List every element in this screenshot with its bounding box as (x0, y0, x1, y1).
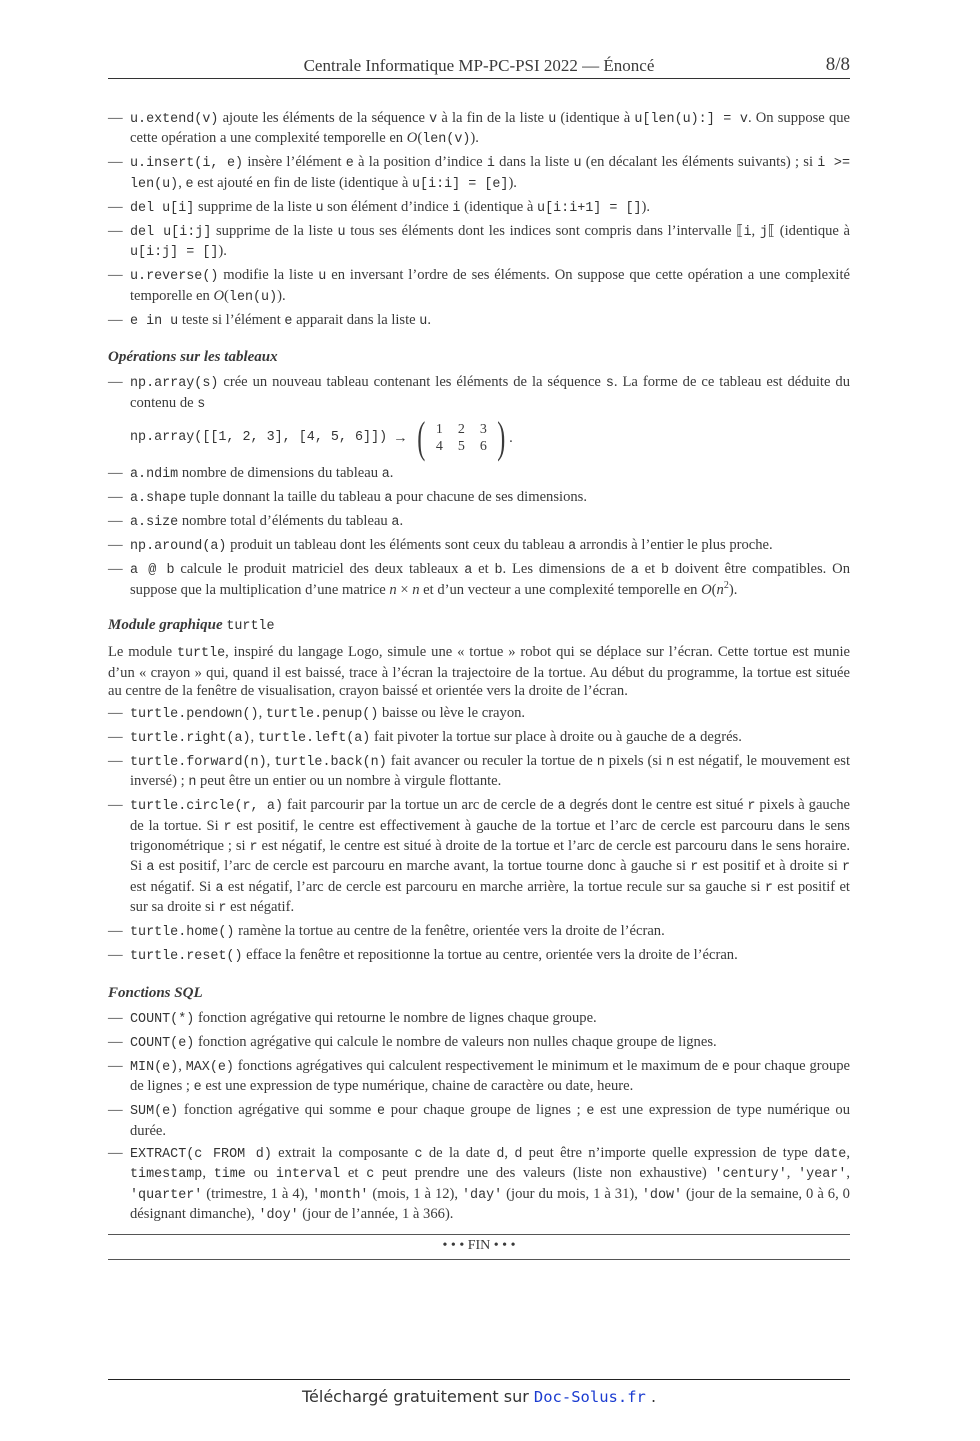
inline-code: u[i:i+1] = [] (537, 200, 642, 216)
inline-code: a (568, 539, 577, 555)
text-span: , (846, 1165, 851, 1182)
text-span: est une expression de type numérique, chaine de caractère ou date, heure. (201, 1078, 634, 1095)
inline-code: 'day' (462, 1187, 503, 1203)
inline-code: u.extend(v) (130, 112, 219, 127)
inline-code: 'century' (714, 1167, 787, 1183)
math-variable: n (716, 581, 724, 598)
list-item-text (130, 465, 393, 481)
page-footer (108, 1379, 850, 1406)
math-variable: O (406, 130, 418, 147)
inline-code: date (814, 1146, 847, 1162)
text-span: ou (245, 1165, 276, 1182)
inline-code: a (630, 563, 639, 579)
inline-code: u (318, 269, 327, 285)
text-span: est négatif. (226, 899, 295, 916)
list-item-text (130, 797, 850, 915)
text-span: fait parcourir par la tortue un arc de cercle de (283, 797, 558, 814)
inline-code: r (249, 839, 258, 855)
text-span: . (427, 311, 431, 328)
text-span: supprime de la liste (211, 222, 338, 239)
dash-bullet: — (108, 374, 123, 391)
inline-code: e in u (130, 313, 179, 329)
text-span: , (202, 1165, 214, 1182)
text-span: ramène la tortue au centre de la fenêtre, orientée vers la droite de l’écran. (234, 923, 665, 940)
inline-code: i (486, 156, 495, 172)
text-span: (trimestre, 1 à 4), (202, 1185, 313, 1202)
text-span: , (846, 1144, 850, 1161)
dash-bullet: — (108, 1033, 123, 1050)
inline-code: u (337, 224, 346, 240)
inline-code: n (666, 754, 675, 770)
text-span: est positif, l’arc de cercle est parcouru en marche avant, la tortue tourne donc à gauche si (154, 858, 691, 875)
list-item (108, 728, 850, 748)
inline-code: turtle.pendown() (130, 706, 259, 722)
header-title: Centrale Informatique MP-PC-PSI 2022 — Énoncé (303, 56, 655, 75)
inline-code: a (146, 860, 155, 876)
text-span: ). (277, 287, 286, 304)
matrix-grid (428, 421, 494, 455)
inline-code: MIN(e) (130, 1059, 179, 1075)
list-item (108, 222, 850, 263)
text-span: (identique à (460, 198, 538, 215)
sql-functions-list (108, 1009, 850, 1225)
list-item (108, 311, 850, 331)
list-item-text (130, 947, 738, 963)
inline-code: c (366, 1167, 375, 1183)
text-span: degrés. (696, 728, 742, 745)
list-item-text (130, 1034, 717, 1050)
inline-code: 'month' (312, 1187, 369, 1203)
text-span: × (396, 581, 413, 598)
text-span: est positif, le centre est effectivement à gauche de la tortue et l’arc de cercle est parcouru dans le sens trigonométrique ; si (130, 817, 850, 854)
text-span: fait avancer ou reculer la tortue de (386, 752, 597, 769)
text-span: dans la liste (494, 154, 574, 171)
inline-code: i >= len(u) (130, 156, 850, 192)
inline-code: turtle.right(a) (130, 730, 251, 746)
list-item-text (130, 705, 525, 721)
list-item-text (130, 537, 773, 553)
dash-bullet: — (108, 222, 123, 239)
text-span: tuple donnant la taille du tableau (186, 489, 385, 506)
list-item (108, 1057, 850, 1098)
inline-code: a (215, 880, 224, 896)
dash-bullet: — (108, 728, 123, 745)
inline-code: a (464, 563, 473, 579)
text-span: , (250, 728, 258, 745)
inline-code: e (721, 1059, 730, 1075)
text-span: apparait dans la liste (292, 311, 420, 328)
inline-code: del u[i:j] (130, 224, 212, 240)
inline-code: r (841, 860, 850, 876)
inline-code: turtle.penup() (265, 706, 379, 722)
dash-bullet: — (108, 537, 123, 554)
inline-code: u (315, 200, 324, 216)
text-span: est positif et sur sa droite si (130, 878, 850, 916)
array-operations-list (108, 464, 850, 599)
inline-code: turtle.circle(r, a) (130, 799, 283, 815)
list-item (108, 198, 850, 218)
dash-bullet: — (108, 704, 123, 721)
array-example (108, 413, 850, 463)
list-item-text (130, 223, 850, 259)
dash-bullet: — (108, 267, 123, 284)
text-span: ( (224, 287, 229, 304)
inline-code: np.array(s) (130, 376, 219, 392)
inline-code: e (193, 1080, 202, 1096)
math-variable: O (213, 287, 225, 304)
list-item (108, 946, 850, 966)
text-span: nombre total d’éléments du tableau (178, 513, 392, 530)
list-item-text (130, 1010, 597, 1026)
turtle-intro-paragraph (108, 643, 850, 700)
inline-code: len(u) (228, 289, 278, 305)
text-span: et (340, 1165, 367, 1182)
dash-bullet: — (108, 752, 123, 769)
inline-code: timestamp (130, 1167, 203, 1183)
list-item (108, 488, 850, 508)
inline-code: 'quarter' (130, 1187, 203, 1203)
text-span: ⟦ (identique à (767, 222, 851, 239)
text-span: teste si l’élément (178, 311, 285, 328)
text-span: , (751, 222, 760, 239)
inline-code: r (747, 799, 756, 815)
inline-code: s (197, 396, 206, 412)
page-header (108, 54, 850, 79)
inline-code: j (759, 224, 768, 240)
matrix-cell: 5 (457, 439, 465, 455)
text-span: modifie la liste (218, 267, 319, 284)
dash-bullet: — (108, 923, 123, 940)
text-span: est négatif, le mouvement est inversé) ; (130, 752, 851, 790)
text-span: est positif et à droite si (698, 858, 842, 875)
matrix-cell: 6 (479, 439, 487, 455)
list-item-text (130, 561, 850, 597)
text-span: en inversant l’ordre de ses éléments. On suppose que cette opération a une complexité temporelle en (130, 267, 850, 304)
text-span: ). (218, 243, 227, 260)
text-span: pour chaque groupe de lignes ; (130, 1057, 851, 1095)
period: . (509, 430, 513, 447)
text-span: pour chaque groupe de lignes ; (385, 1102, 587, 1119)
text-span: et (472, 561, 495, 578)
text-span: est négatif, l’arc de cercle est parcouru en marche arrière, la tortue recule sur sa gauche si (223, 878, 765, 895)
text-span: , (178, 174, 186, 191)
text-span: (jour de la semaine, 0 à 6, 0 désignant dimanche), (130, 1185, 850, 1222)
dash-bullet: — (108, 947, 123, 964)
inline-code: c (414, 1146, 423, 1162)
list-operations-list (108, 109, 850, 331)
inline-code: i (743, 224, 752, 240)
list-item-text (130, 1102, 850, 1138)
inline-code: 'year' (798, 1167, 847, 1183)
inline-code: a.size (130, 515, 179, 531)
math-variable: n (389, 581, 397, 598)
left-paren: ( (417, 413, 426, 463)
inline-code: a (384, 491, 393, 507)
list-item-text (130, 267, 850, 303)
list-item-text (130, 489, 587, 505)
inline-code: d (496, 1146, 505, 1162)
inline-code: u[i:j] = [] (130, 245, 219, 261)
list-item-text (130, 729, 742, 745)
inline-code: 'dow' (641, 1187, 683, 1203)
page-content (108, 109, 850, 1260)
text-span: . La forme de ce tableau est déduite du contenu de (130, 374, 850, 411)
text-span: fonctions agrégatives qui calculent respectivement le minimum et le maximum de (233, 1057, 722, 1074)
text-span: peut être n’importe quelle expression de type (522, 1144, 815, 1161)
inline-code: r (223, 819, 232, 835)
text-span: degrés dont le centre est situé (565, 797, 748, 814)
inline-code: i (452, 200, 461, 216)
matrix-cell: 2 (457, 422, 465, 438)
section-title-arrays: Opérations sur les tableaux (108, 349, 278, 366)
inline-code: interval (275, 1167, 341, 1183)
inline-code: b (494, 563, 503, 579)
inline-code: u[len(u):] = v (634, 112, 748, 127)
text-span: efface la fenêtre et repositionne la tortue au centre, orientée vers la droite de l’écran. (242, 947, 738, 964)
text-span: est négatif, le centre est situé à droite de la tortue et l’arc de cercle est parcouru dans le sens horaire. Si (130, 837, 850, 875)
inline-code: u[i:i] = [e] (412, 176, 509, 192)
list-item-text (130, 199, 650, 215)
text-span: pixels (si (604, 752, 667, 769)
text-span: pixels à gauche de la tortue. Si (130, 797, 850, 834)
text-span: fait pivoter la tortue sur place à droite ou à gauche de (370, 728, 689, 745)
inline-code: e (345, 156, 354, 172)
text-span: et d’un vecteur a une complexité temporelle en (419, 581, 702, 598)
list-item (108, 560, 850, 599)
arrow-symbol: → (393, 430, 408, 447)
inline-code: u (419, 313, 428, 329)
text-span: (en décalant les éléments suivants) ; si (581, 154, 818, 171)
text-span: arrondis à l’entier le plus proche. (576, 537, 773, 554)
inline-code: u (548, 112, 557, 127)
text-span: (identique à (556, 110, 635, 126)
inline-code: e (586, 1104, 595, 1120)
list-item (108, 752, 850, 793)
list-item-text (130, 753, 850, 789)
text-span: ). (728, 581, 738, 598)
inline-code: a.ndim (130, 467, 179, 483)
list-item-text (130, 110, 850, 146)
text-span: crée un nouveau tableau contenant les éléments de la séquence (218, 374, 606, 391)
text-span: calcule le produit matriciel des deux tableaux (174, 561, 465, 578)
text-span: ). (508, 174, 517, 191)
dash-bullet: — (108, 465, 123, 482)
inline-code: del u[i] (130, 200, 195, 216)
inline-code: v (429, 112, 438, 127)
list-item-text (130, 923, 665, 939)
inline-code: u.insert(i, e) (130, 156, 244, 172)
text-span: à la position d’indice (353, 154, 487, 171)
inline-code: turtle.back(n) (274, 754, 387, 770)
inline-code: b (661, 563, 670, 579)
text-span: . (389, 465, 394, 482)
page-number: 8/8 (825, 54, 850, 75)
dash-bullet: — (108, 311, 123, 328)
list-item-text (130, 1145, 850, 1222)
inline-code: r (764, 880, 773, 896)
text-span: pour chacune de ses dimensions. (392, 489, 588, 506)
inline-code: turtle.home() (130, 925, 235, 941)
inline-code: SUM(e) (130, 1104, 179, 1120)
inline-code: a.shape (130, 491, 187, 507)
text-span: ( (711, 581, 717, 598)
text-span: tous ses éléments dont les indices sont compris dans l’intervalle ⟦ (345, 222, 744, 239)
inline-code: COUNT(*) (130, 1011, 195, 1027)
list-item-text (130, 154, 850, 190)
text-span: peut prendre une des valeurs (liste non exhaustive) (374, 1165, 715, 1182)
dash-bullet: — (108, 198, 123, 215)
matrix-cell: 3 (479, 422, 487, 438)
text-span: supprime de la liste (194, 198, 316, 215)
superscript: 2 (723, 579, 729, 591)
list-item (108, 266, 850, 307)
text-span: , (266, 752, 275, 769)
dash-bullet: — (108, 110, 123, 126)
text-span: est ajouté en fin de liste (identique à (193, 174, 412, 191)
text-span: à la fin de la liste (437, 110, 549, 126)
text-span: et (638, 561, 662, 578)
footer-text: Téléchargé gratuitement sur (301, 1387, 534, 1406)
inline-code: turtle (176, 646, 226, 662)
list-item (108, 1033, 850, 1053)
text-span: ajoute les éléments de la séquence (218, 110, 430, 126)
inline-code: u.reverse() (130, 269, 219, 285)
inline-code: EXTRACT(c FROM d) (130, 1146, 272, 1162)
inline-code: a (381, 467, 390, 483)
inline-code: COUNT(e) (130, 1035, 195, 1051)
text-span: . On suppose que cette opération a une complexité temporelle en (130, 110, 851, 147)
dash-bullet: — (108, 154, 123, 171)
dash-bullet: — (108, 561, 123, 578)
inline-code: r (218, 901, 227, 917)
inline-code: u (573, 156, 582, 172)
section-title-turtle (108, 616, 850, 636)
inline-code: e (377, 1104, 386, 1120)
list-item (108, 796, 850, 918)
inline-code: r (690, 860, 699, 876)
text-span: (jour de l’année, 1 à 366). (298, 1205, 454, 1222)
inline-code: MAX(e) (185, 1059, 234, 1075)
inline-code: a (391, 515, 400, 531)
section-title-sql: Fonctions SQL (108, 984, 203, 1001)
fin-marker: • • • FIN • • • (108, 1234, 850, 1259)
inline-code: a (557, 799, 566, 815)
list-item (108, 373, 850, 414)
text-span: est une expression de type numérique ou durée. (130, 1102, 851, 1139)
dash-bullet: — (108, 1057, 123, 1074)
list-item (108, 536, 850, 556)
text-span: peut être un entier ou un nombre à virgule flottante. (196, 773, 502, 790)
text-span: fonction agrégative qui somme (178, 1102, 378, 1119)
text-span: , inspiré du langage Logo, simule une « tortue » robot qui se déplace sur l’écran. Cette tortue est munie d’un « crayon » qui, quand il est baissé, trace à l’écran la trajectoire de la tortue. Au début du programme, la tortue est située au centre de la fenêtre de visualisation, crayon baissé et orientée vers la droite de l’écran. (108, 644, 850, 700)
text-span: doivent être compatibles. On suppose que la multiplication d’une matrice (130, 561, 850, 598)
text-span: fonction agrégative qui retourne le nombre de lignes chaque groupe. (194, 1009, 597, 1026)
example-code: np.array([[1, 2, 3], [4, 5, 6]]) (130, 430, 388, 446)
text-span: (mois, 1 à 12), (368, 1185, 463, 1202)
inline-code: a @ b (130, 563, 175, 579)
list-item (108, 153, 850, 194)
text-span: , (504, 1144, 515, 1161)
text-span: ( (417, 130, 423, 147)
text-span: extrait la composante (271, 1144, 415, 1161)
math-variable: n (412, 581, 420, 598)
inline-code: len(v) (422, 132, 471, 148)
inline-code: time (213, 1167, 246, 1183)
inline-code: n (188, 775, 197, 791)
text-span: , (178, 1057, 186, 1074)
list-item (108, 1009, 850, 1029)
inline-code: n (596, 754, 605, 770)
text-span: insère l’élément (243, 154, 346, 171)
list-item (108, 109, 850, 150)
dash-bullet: — (108, 489, 123, 506)
inline-code: s (605, 376, 614, 392)
right-paren: ) (497, 413, 506, 463)
inline-code: turtle.forward(n) (130, 754, 267, 770)
text-span: produit un tableau dont les éléments sont ceux du tableau (226, 537, 569, 554)
list-item (108, 1101, 850, 1140)
math-variable: O (701, 581, 712, 598)
list-item-text (130, 513, 403, 529)
matrix-cell: 4 (435, 439, 443, 455)
dash-bullet: — (108, 797, 123, 814)
text-span: , (258, 704, 266, 721)
turtle-title-text: Module graphique (108, 617, 223, 634)
text-span: , (786, 1165, 799, 1182)
text-span: son élément d’indice (323, 198, 453, 215)
inline-code: e (284, 313, 293, 329)
text-span: baisse ou lève le crayon. (378, 704, 526, 721)
text-span: nombre de dimensions du tableau (178, 465, 382, 482)
list-item-text (130, 312, 431, 328)
inline-code: np.around(a) (130, 539, 227, 555)
inline-code: turtle.reset() (130, 949, 243, 965)
array-creation-text (130, 374, 850, 410)
text-span: (jour du mois, 1 à 31), (502, 1185, 642, 1202)
dash-bullet: — (108, 513, 123, 530)
text-span: Le module (108, 644, 177, 661)
list-item (108, 464, 850, 484)
text-span: fonction agrégative qui calcule le nombre de valeurs non nulles chaque groupe de lignes. (194, 1033, 717, 1050)
text-span: . Les dimensions de (502, 561, 631, 578)
list-item (108, 512, 850, 532)
inline-code: turtle.left(a) (257, 730, 371, 746)
text-span: est négatif. Si (130, 878, 216, 895)
matrix-result (414, 413, 513, 463)
list-item (108, 704, 850, 724)
text-span: de la date (422, 1144, 497, 1161)
dash-bullet: — (108, 1102, 123, 1119)
footer-suffix: . (645, 1387, 657, 1406)
inline-code: 'doy' (258, 1207, 299, 1223)
matrix-cell: 1 (435, 422, 443, 438)
dash-bullet: — (108, 1009, 123, 1026)
list-item-text (130, 1058, 850, 1094)
list-item (108, 1144, 850, 1226)
inline-code: a (688, 730, 697, 746)
list-item (108, 922, 850, 942)
turtle-operations-list (108, 704, 850, 967)
inline-code: e (185, 176, 194, 192)
dash-bullet: — (108, 1144, 123, 1161)
turtle-title-code: turtle (226, 619, 275, 635)
text-span: ). (470, 130, 479, 147)
inline-code: d (514, 1146, 523, 1162)
footer-link[interactable]: Doc-Solus.fr (533, 1388, 646, 1406)
text-span: . (399, 513, 404, 530)
text-span: ). (641, 198, 651, 215)
